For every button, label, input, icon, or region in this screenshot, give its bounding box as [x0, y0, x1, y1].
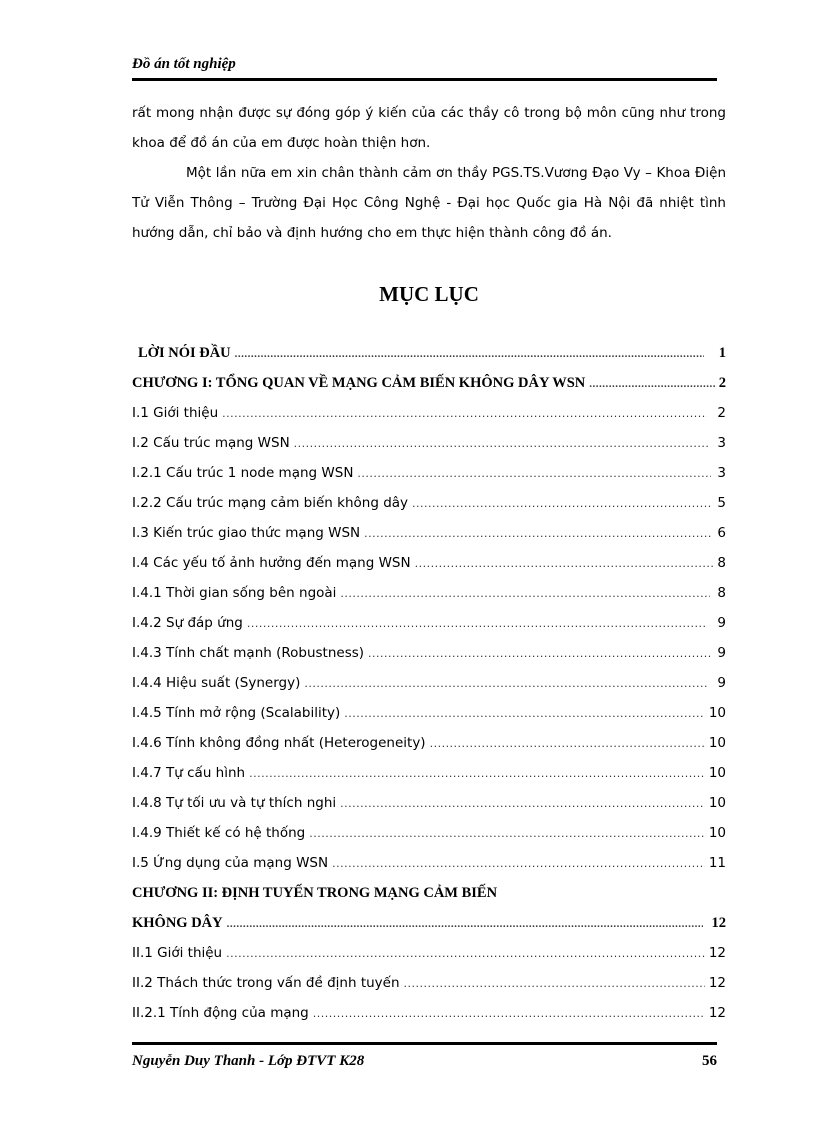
- toc-leader-dots: [368, 639, 711, 669]
- toc-entry-label: I.1 Giới thiệu: [132, 405, 219, 421]
- toc-entry: [132, 398, 726, 428]
- toc-entry: [132, 848, 726, 878]
- toc-entry-label: I.5 Ứng dụng của mạng WSN: [132, 855, 329, 871]
- toc-entry-page: 8: [717, 555, 726, 571]
- paragraph-1: rất mong nhận được sự đóng góp ý kiến của các thầy cô trong bộ môn cũng như trong khoa để đồ án của em được hoàn thiện hơn.: [132, 105, 726, 151]
- toc-leader-dots: [249, 759, 705, 789]
- toc-entry-label: II.1 Giới thiệu: [132, 945, 223, 961]
- toc-title: MỤC LỤC: [379, 282, 479, 306]
- toc-leader-dots: [589, 369, 714, 399]
- toc-entry-page: 10: [708, 705, 726, 721]
- toc-leader-dots: [340, 789, 705, 819]
- toc-entry-label: I.3 Kiến trúc giao thức mạng WSN: [132, 525, 361, 541]
- header-divider: [132, 78, 717, 81]
- toc-entry: [132, 608, 726, 638]
- toc-entry-label: CHƯƠNG I: TỔNG QUAN VỀ MẠNG CẢM BIẾN KHÔNG DÂY WSN: [132, 375, 586, 391]
- toc-entry: [138, 338, 726, 368]
- footer-page-number: 56: [702, 1053, 717, 1069]
- toc-entry-page: 12: [708, 975, 726, 991]
- toc-entry-page: 9: [717, 675, 726, 691]
- body-text: [132, 98, 726, 248]
- toc-entry-label: I.4.8 Tự tối ưu và tự thích nghi: [132, 795, 337, 811]
- toc-entry: [132, 788, 726, 818]
- toc-entry-label: I.4.3 Tính chất mạnh (Robustness): [132, 645, 365, 661]
- toc-entry-page: 2: [718, 375, 726, 391]
- toc-entry-page: 12: [711, 915, 726, 931]
- toc-leader-dots: [344, 699, 705, 729]
- toc-entry-label: I.2.2 Cấu trúc mạng cảm biến không dây: [132, 495, 409, 511]
- toc-entry-label: I.2 Cấu trúc mạng WSN: [132, 435, 290, 451]
- paragraph-2: Một lần nữa em xin chân thành cảm ơn thầy PGS.TS.Vương Đạo Vy – Khoa Điện Tử Viễn Thông – Trường Đại Học Công Nghệ - Đại học Quốc gia Hà Nội đã nhiệt tình hướng dẫn, chỉ bảo và định hướng cho em thực hiện thành công đồ án.: [132, 165, 726, 241]
- toc-entry: [132, 938, 726, 968]
- toc-entry-label: I.2.1 Cấu trúc 1 node mạng WSN: [132, 465, 354, 481]
- toc-entry: [132, 998, 726, 1028]
- toc-leader-dots: [222, 399, 706, 429]
- toc-entry-page: 6: [717, 525, 726, 541]
- toc-leader-dots: [404, 969, 705, 999]
- toc-leader-dots: [412, 489, 712, 519]
- toc-entry: [132, 548, 726, 578]
- toc-leader-dots: [304, 669, 709, 699]
- toc-entry-page: 10: [708, 795, 726, 811]
- toc-entry-page: 11: [708, 855, 726, 871]
- toc-entry: [132, 668, 726, 698]
- toc-entry-label: II.2.1 Tính động của mạng: [132, 1005, 309, 1021]
- toc-entry-label: I.4.9 Thiết kế có hệ thống: [132, 825, 306, 841]
- toc-entry-label: I.4.6 Tính không đồng nhất (Heterogeneity): [132, 735, 426, 751]
- toc-leader-dots: [313, 999, 705, 1029]
- toc-leader-dots: [227, 909, 704, 939]
- toc-leader-dots: [364, 519, 711, 549]
- toc-entry-label: LỜI NÓI ĐẦU: [138, 345, 231, 361]
- toc-leader-dots: [247, 609, 707, 639]
- toc-entry: [132, 698, 726, 728]
- toc-entry-page: 9: [717, 615, 726, 631]
- toc-leader-dots: [340, 579, 710, 609]
- toc-entry-label: II.2 Thách thức trong vấn đề định tuyến: [132, 975, 400, 991]
- toc-entry-page: 3: [717, 435, 726, 451]
- toc-entry-page: 12: [708, 1005, 726, 1021]
- toc-leader-dots: [332, 849, 705, 879]
- toc-entry-page: 3: [717, 465, 726, 481]
- toc-entry: [132, 488, 726, 518]
- toc-entry-label: I.4.2 Sự đáp ứng: [132, 615, 243, 631]
- toc-entry: [132, 368, 726, 398]
- toc-entry: [132, 908, 726, 938]
- toc-leader-dots: [415, 549, 713, 579]
- toc-entry-page: 10: [708, 825, 726, 841]
- toc-leader-dots: [226, 939, 705, 969]
- toc-leader-dots: [430, 729, 705, 759]
- toc-entry-label: CHƯƠNG II: ĐỊNH TUYẾN TRONG MẠNG CẢM BIẾN: [132, 885, 498, 901]
- footer-author: Nguyễn Duy Thanh - Lớp ĐTVT K28: [132, 1053, 365, 1069]
- toc-entry-page: 12: [708, 945, 726, 961]
- toc-entry: [132, 728, 726, 758]
- toc-entry: [132, 878, 726, 908]
- toc-entry-page: 8: [717, 585, 726, 601]
- toc-entry-page: 9: [717, 645, 726, 661]
- toc-entry: [132, 818, 726, 848]
- toc-entry: [132, 578, 726, 608]
- toc-leader-dots: [357, 459, 710, 489]
- toc-entry-page: 1: [718, 345, 726, 361]
- toc-leader-dots: [235, 339, 704, 369]
- toc-entry-label: I.4.4 Hiệu suất (Synergy): [132, 675, 301, 691]
- footer-divider: [132, 1042, 717, 1045]
- page-header-title: Đồ án tốt nghiệp: [132, 56, 236, 72]
- toc-entry-label: I.4 Các yếu tố ảnh hưởng đến mạng WSN: [132, 555, 411, 571]
- toc-entry-page: 2: [717, 405, 726, 421]
- toc-entry-page: 5: [717, 495, 726, 511]
- toc-entry-label: I.4.7 Tự cấu hình: [132, 765, 246, 781]
- toc-entry: [132, 968, 726, 998]
- toc-entry: [132, 758, 726, 788]
- toc-entry-page: 10: [708, 735, 726, 751]
- toc-entry: [132, 458, 726, 488]
- toc-entry-label: I.4.1 Thời gian sống bên ngoài: [132, 585, 337, 601]
- toc-leader-dots: [309, 819, 705, 849]
- toc-entry-page: 10: [708, 765, 726, 781]
- toc-entry: [132, 518, 726, 548]
- toc-leader-dots: [294, 429, 709, 459]
- toc-entry-label: KHÔNG DÂY: [132, 915, 223, 931]
- toc-entry-label: I.4.5 Tính mở rộng (Scalability): [132, 705, 341, 721]
- toc-entry: [132, 428, 726, 458]
- toc-entry: [132, 638, 726, 668]
